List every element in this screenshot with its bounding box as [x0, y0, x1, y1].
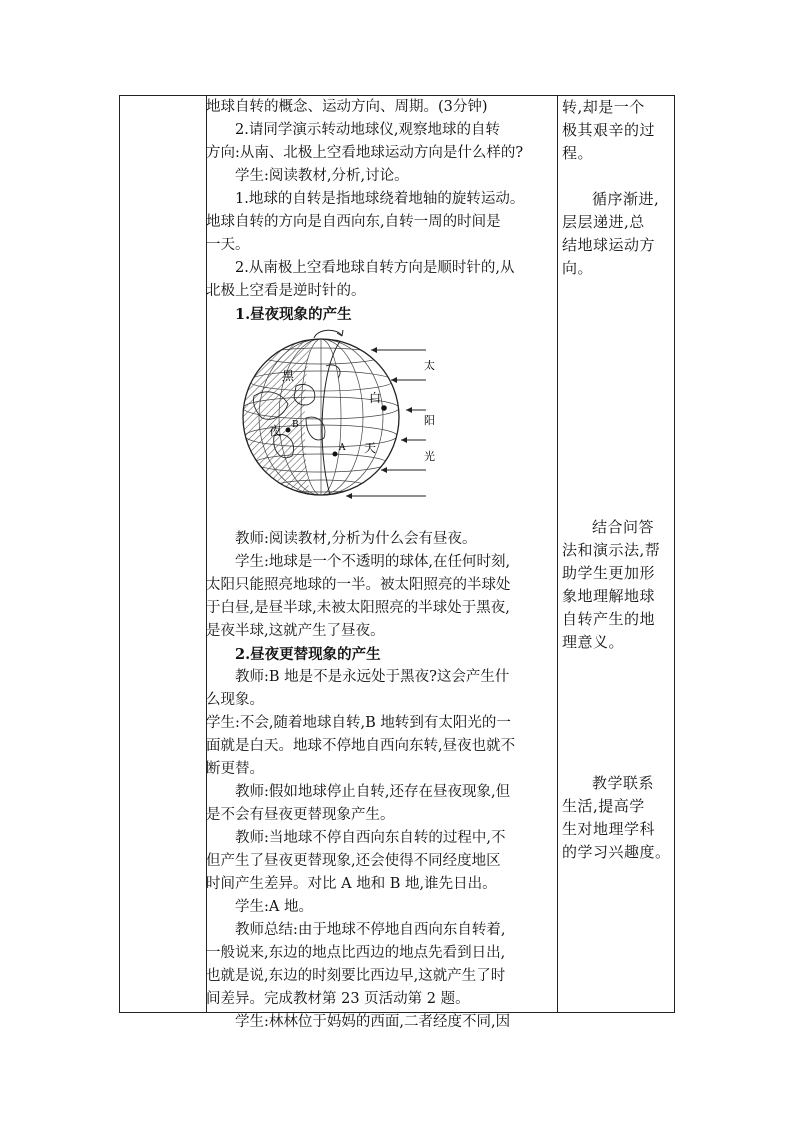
- note-line: 转,却是一个: [562, 98, 645, 116]
- text-line: 教师:假如地球停止自转,还存在昼夜现象,但: [235, 784, 511, 800]
- text-line: 也就是说,东边的时刻要比西边早,这就产生了时: [206, 968, 506, 984]
- text-line: 方向:从南、北极上空看地球运动方向是什么样的?: [206, 145, 524, 161]
- earth-illumination-diagram: [206, 326, 556, 528]
- note-line: 自转产生的地: [562, 610, 656, 628]
- text-line: 学生:不会,随着地球自转,B 地转到有太阳光的一: [206, 715, 511, 731]
- text-line: 地球自转的方向是自西向东,自转一周的时间是: [206, 214, 501, 230]
- night-hemisphere-hatch: [206, 326, 316, 528]
- text-line: 北极上空看是逆时针的。: [206, 283, 366, 299]
- text-line: 时间产生差异。对比 A 地和 B 地,谁先日出。: [206, 876, 497, 892]
- day-night-figure: [206, 326, 556, 528]
- text-line: 间差异。完成教材第 23 页活动第 2 题。: [206, 991, 470, 1007]
- text-line: 教师:B 地是不是永远处于黑夜?这会产生什: [235, 669, 510, 685]
- text-line: 学生:林林位于妈妈的西面,二者经度不同,因: [235, 1014, 511, 1030]
- text-line: 一般说来,东边的地点比西边的地点先看到日出,: [206, 945, 506, 961]
- section-heading: 2.昼夜更替现象的产生: [235, 646, 381, 663]
- label-bai: 白: [369, 391, 382, 405]
- section-heading: 1.昼夜现象的产生: [235, 306, 352, 323]
- note-line: 层层递进,总: [562, 213, 645, 231]
- label-tian: 天: [364, 441, 377, 455]
- note-line: 法和演示法,帮: [562, 541, 661, 559]
- label-tai: 太: [424, 359, 435, 372]
- text-line: 教师:阅读教材,分析为什么会有昼夜。: [235, 531, 477, 547]
- label-hei: 黑: [282, 369, 295, 383]
- text-line: 教师:当地球不停自西向东自转的过程中,不: [235, 830, 506, 846]
- note-line: 生活,提高学: [562, 797, 645, 815]
- text-line: 2.从南极上空看地球自转方向是顺时针的,从: [235, 260, 515, 276]
- label-a: A: [339, 443, 346, 453]
- text-line: 学生:A 地。: [235, 899, 313, 915]
- point-b-marker: [286, 428, 291, 433]
- note-line: 教学联系: [592, 774, 655, 792]
- label-b: B: [292, 420, 299, 430]
- note-line: 程。: [562, 144, 594, 162]
- sunlight-rays: [346, 350, 426, 496]
- text-line: 但产生了昼夜更替现象,还会使得不同经度地区: [206, 853, 501, 869]
- teaching-process-column: [206, 96, 556, 1034]
- note-line: 理意义。: [562, 633, 625, 651]
- text-line: 1.地球的自转是指地球绕着地轴的旋转运动。: [235, 191, 525, 207]
- text-line: 教师总结:由于地球不停地自西向东自转着,: [235, 922, 506, 938]
- text-line: 于白昼,是昼半球,未被太阳照亮的半球处于黑夜,: [206, 600, 510, 616]
- note-line: 循序渐进,: [592, 190, 660, 208]
- text-line: 断更替。: [206, 761, 264, 777]
- text-line: 地球自转的概念、运动方向、周期。(3分钟): [206, 99, 488, 115]
- label-guang: 光: [424, 450, 435, 463]
- note-line: 生对地理学科: [562, 820, 656, 838]
- text-line: 面就是白天。地球不停地自西向东转,昼夜也就不: [206, 738, 516, 754]
- text-line: 是不会有昼夜更替现象产生。: [206, 807, 395, 823]
- text-line: 一天。: [206, 237, 250, 253]
- text-line: 太阳只能照亮地球的一半。被太阳照亮的半球处: [206, 577, 511, 593]
- note-line: 象地理解地球: [562, 587, 656, 605]
- label-yang: 阳: [424, 414, 435, 427]
- label-ye: 夜: [269, 424, 282, 438]
- point-a-marker: [333, 452, 338, 457]
- day-point-marker: [381, 405, 387, 411]
- text-line: 学生:阅读教材,分析,讨论。: [235, 168, 409, 184]
- note-line: 结合问答: [592, 518, 655, 536]
- design-intent-column: [562, 96, 672, 864]
- note-line: 助学生更加形: [562, 564, 656, 582]
- note-line: 极其艰辛的过: [562, 121, 656, 139]
- text-line: 学生:地球是一个不透明的球体,在任何时刻,: [235, 554, 511, 570]
- note-line: 的学习兴趣度。: [562, 843, 671, 861]
- note-line: 向。: [562, 259, 594, 277]
- text-line: 么现象。: [206, 692, 264, 708]
- text-line: 2.请同学演示转动地球仪,观察地球的自转: [235, 122, 500, 138]
- text-line: 是夜半球,这就产生了昼夜。: [206, 623, 385, 639]
- note-line: 结地球运动方: [562, 236, 656, 254]
- table-divider-2: [557, 96, 558, 1012]
